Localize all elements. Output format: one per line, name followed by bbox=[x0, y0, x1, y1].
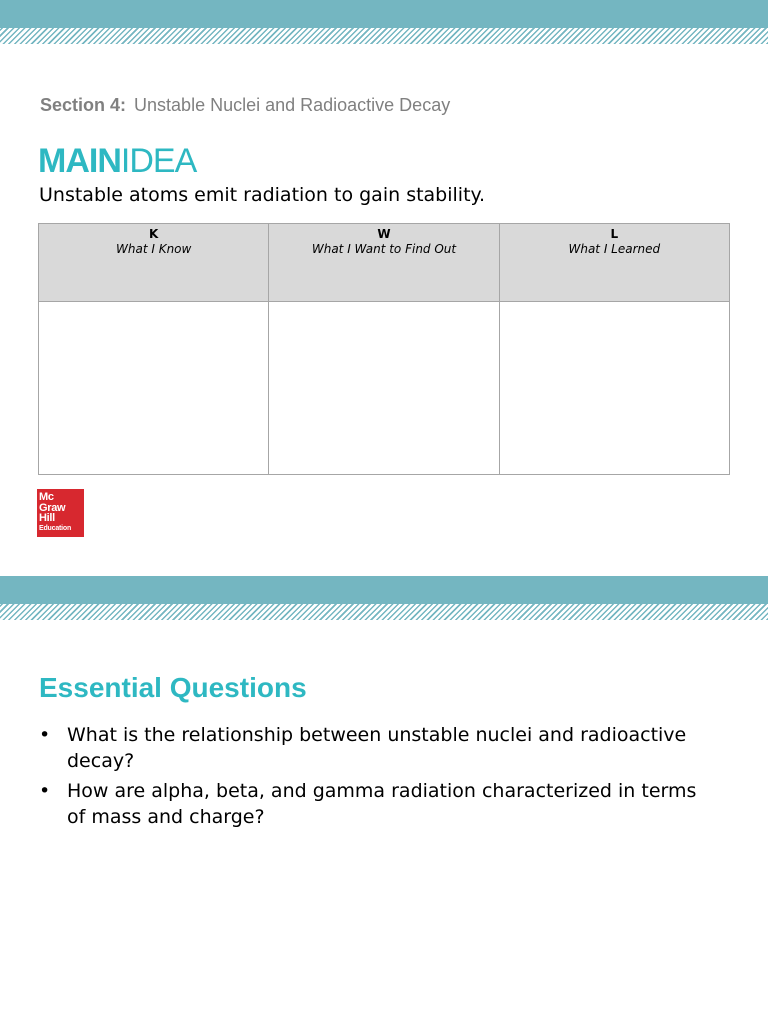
section-label: Section 4: bbox=[40, 95, 127, 115]
banner-hatch-band bbox=[0, 28, 768, 44]
main-idea-word-main: MAIN bbox=[38, 142, 121, 180]
question-text: How are alpha, beta, and gamma radiation characterized in terms of mass and charge? bbox=[67, 780, 697, 828]
kwl-chart bbox=[38, 223, 730, 475]
banner-hatch-band bbox=[0, 604, 768, 620]
top-banner bbox=[0, 0, 768, 44]
main-idea-word-idea: IDEA bbox=[120, 142, 197, 180]
top-banner bbox=[0, 576, 768, 620]
essential-questions-list bbox=[39, 722, 699, 834]
list-item bbox=[39, 778, 699, 830]
kwl-letter-w: W bbox=[377, 227, 391, 241]
kwl-cell-k[interactable] bbox=[39, 302, 269, 475]
kwl-subtitle-k: What I Know bbox=[116, 242, 192, 256]
kwl-cell-l[interactable] bbox=[499, 302, 729, 475]
kwl-letter-l: L bbox=[610, 227, 619, 241]
bullet-icon: • bbox=[39, 780, 51, 802]
kwl-header-l bbox=[499, 224, 729, 302]
logo-subline: Education bbox=[39, 524, 72, 532]
kwl-cell-w[interactable] bbox=[269, 302, 499, 475]
logo-line-3: Hill bbox=[39, 512, 55, 524]
essential-questions-title: Essential Questions bbox=[39, 672, 307, 703]
main-idea-heading bbox=[38, 141, 196, 181]
section-title: Unstable Nuclei and Radioactive Decay bbox=[134, 95, 451, 115]
kwl-header-k bbox=[39, 224, 269, 302]
list-item bbox=[39, 722, 699, 774]
kwl-body-row bbox=[39, 302, 730, 475]
kwl-subtitle-l: What I Learned bbox=[568, 242, 661, 256]
question-text: What is the relationship between unstable nuclei and radioactive decay? bbox=[67, 724, 687, 772]
banner-solid-band bbox=[0, 0, 768, 28]
kwl-header-w bbox=[269, 224, 499, 302]
banner-solid-band bbox=[0, 576, 768, 604]
slide-essential-questions bbox=[0, 576, 768, 1024]
logo-line-2: Graw bbox=[39, 501, 66, 514]
main-idea-statement: Unstable atoms emit radiation to gain stability. bbox=[39, 184, 486, 206]
mcgraw-hill-education-logo bbox=[37, 489, 84, 537]
kwl-subtitle-w: What I Want to Find Out bbox=[311, 242, 457, 256]
kwl-letter-k: K bbox=[149, 227, 159, 241]
logo-line-1: Mc bbox=[39, 491, 54, 503]
section-heading bbox=[40, 95, 450, 116]
kwl-header-row bbox=[39, 224, 730, 302]
bullet-icon: • bbox=[39, 724, 51, 746]
